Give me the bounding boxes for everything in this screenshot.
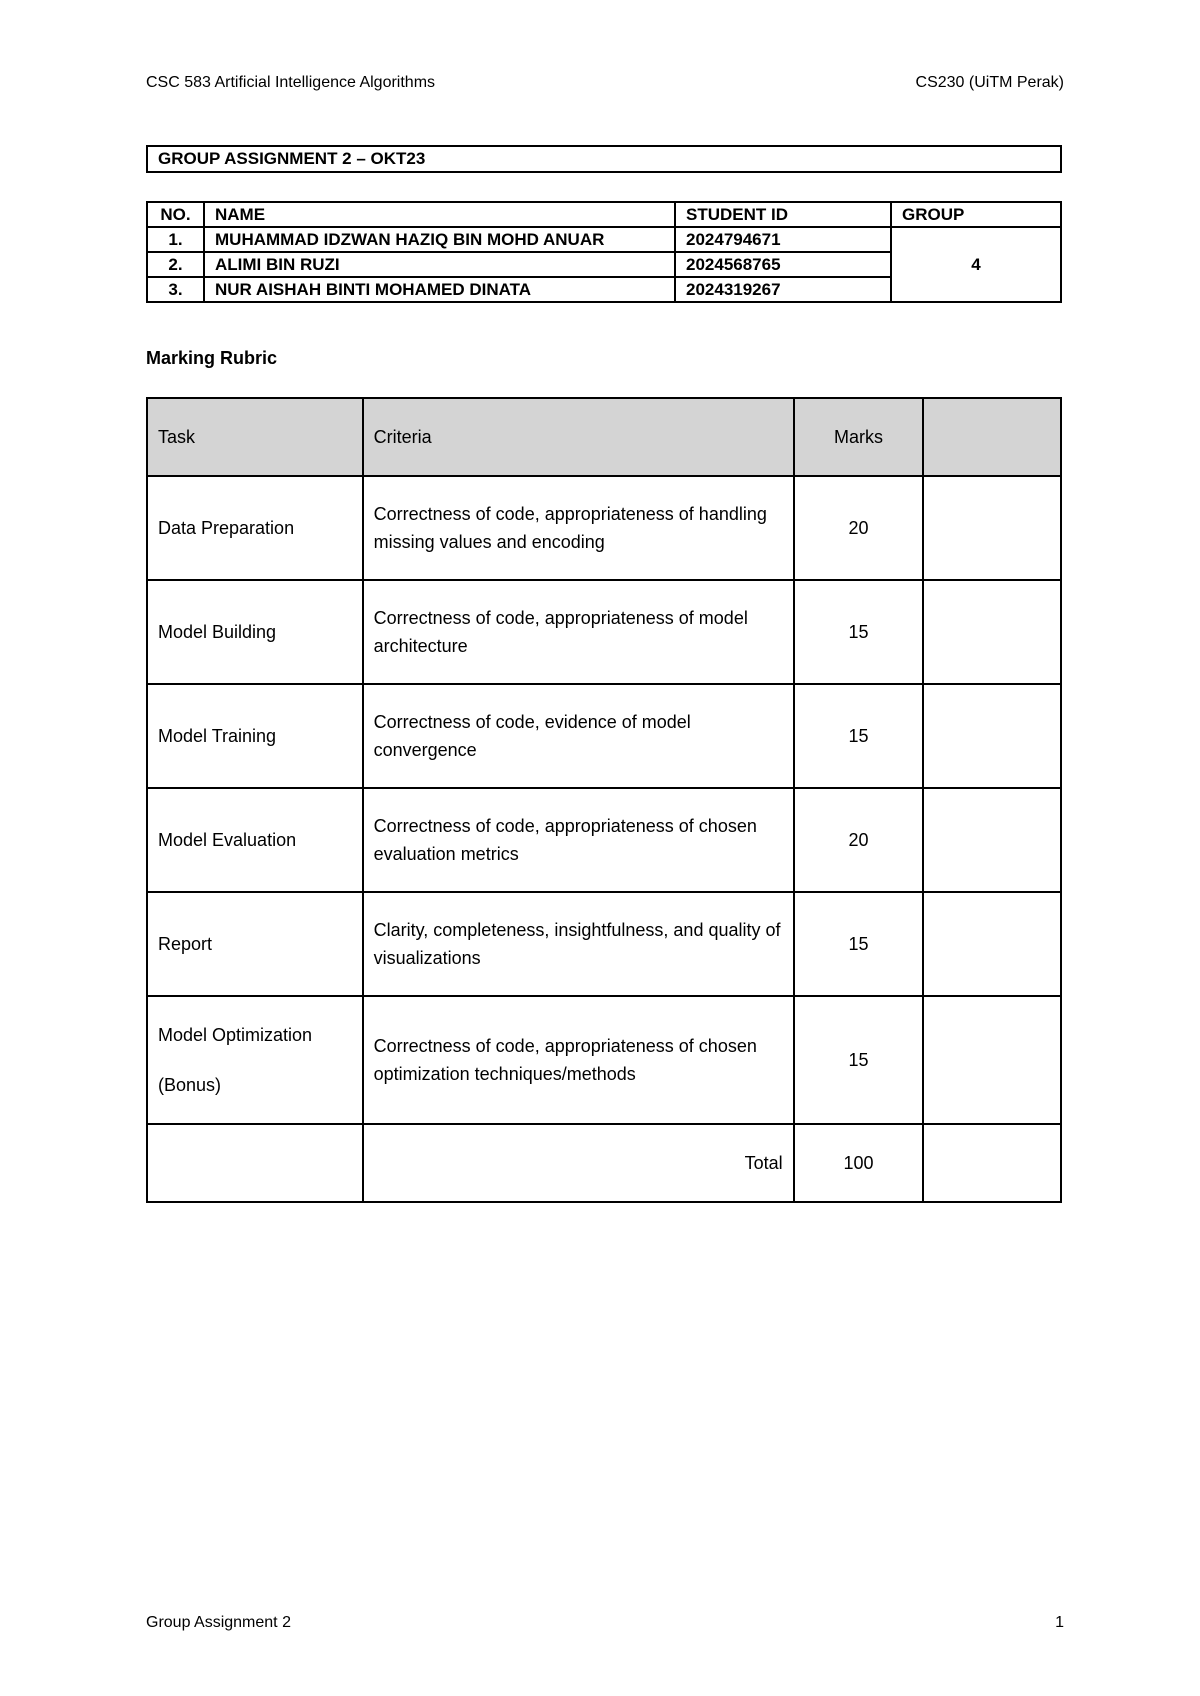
table-row — [147, 476, 1061, 580]
col-no: NO. — [147, 202, 204, 227]
rubric-task-note: (Bonus) — [158, 1075, 222, 1095]
table-row — [147, 227, 1061, 252]
rubric-score-cell — [923, 892, 1061, 996]
members-table — [146, 201, 1062, 303]
rubric-score-cell — [923, 580, 1061, 684]
rubric-task: Model Building — [147, 580, 363, 684]
assignment-title: GROUP ASSIGNMENT 2 – OKT23 — [146, 145, 1062, 173]
rubric-task: Model Optimization — [158, 1025, 313, 1045]
rubric-marks: 15 — [794, 996, 924, 1124]
table-row — [147, 580, 1061, 684]
group-number: 4 — [891, 227, 1061, 302]
col-group: GROUP — [891, 202, 1061, 227]
total-label: Total — [363, 1124, 794, 1202]
members-header-row — [147, 202, 1061, 227]
rubric-criteria: Correctness of code, evidence of model convergence — [363, 684, 794, 788]
table-row — [147, 788, 1061, 892]
rubric-marks: 15 — [794, 892, 924, 996]
rubric-table — [146, 397, 1062, 1203]
member-name: MUHAMMAD IDZWAN HAZIQ BIN MOHD ANUAR — [204, 227, 675, 252]
member-no: 2. — [147, 252, 204, 277]
rubric-criteria: Correctness of code, appropriateness of chosen optimization techniques/methods — [363, 996, 794, 1124]
rubric-header-row — [147, 398, 1061, 476]
member-no: 3. — [147, 277, 204, 302]
rubric-task: Model Training — [147, 684, 363, 788]
footer-label: Group Assignment 2 — [146, 1614, 291, 1631]
header-program: CS230 (UiTM Perak) — [915, 74, 1064, 91]
col-name: NAME — [204, 202, 675, 227]
col-task: Task — [147, 398, 363, 476]
col-criteria: Criteria — [363, 398, 794, 476]
rubric-score-cell — [923, 1124, 1061, 1202]
table-row — [147, 684, 1061, 788]
rubric-marks: 15 — [794, 580, 924, 684]
rubric-score-cell — [923, 996, 1061, 1124]
spacer — [158, 1049, 352, 1071]
total-marks: 100 — [794, 1124, 924, 1202]
rubric-heading: Marking Rubric — [146, 348, 278, 368]
table-row — [147, 996, 1061, 1124]
rubric-criteria: Correctness of code, appropriateness of handling missing values and encoding — [363, 476, 794, 580]
rubric-score-cell — [923, 476, 1061, 580]
rubric-task: Model Evaluation — [147, 788, 363, 892]
col-score — [923, 398, 1061, 476]
rubric-criteria: Correctness of code, appropriateness of chosen evaluation metrics — [363, 788, 794, 892]
rubric-marks: 15 — [794, 684, 924, 788]
rubric-blank-cell — [147, 1124, 363, 1202]
table-row — [147, 892, 1061, 996]
rubric-score-cell — [923, 684, 1061, 788]
rubric-marks: 20 — [794, 476, 924, 580]
member-name: ALIMI BIN RUZI — [204, 252, 675, 277]
rubric-criteria: Clarity, completeness, insightfulness, and quality of visualizations — [363, 892, 794, 996]
rubric-score-cell — [923, 788, 1061, 892]
col-marks: Marks — [794, 398, 924, 476]
rubric-criteria: Correctness of code, appropriateness of model architecture — [363, 580, 794, 684]
col-student-id: STUDENT ID — [675, 202, 891, 227]
rubric-task: Report — [147, 892, 363, 996]
member-no: 1. — [147, 227, 204, 252]
header-course: CSC 583 Artificial Intelligence Algorithms — [146, 74, 436, 91]
member-id: 2024319267 — [675, 277, 891, 302]
member-id: 2024568765 — [675, 252, 891, 277]
member-id: 2024794671 — [675, 227, 891, 252]
rubric-total-row — [147, 1124, 1061, 1202]
member-name: NUR AISHAH BINTI MOHAMED DINATA — [204, 277, 675, 302]
rubric-task-cell — [147, 996, 363, 1124]
rubric-marks: 20 — [794, 788, 924, 892]
page-number: 1 — [1055, 1614, 1064, 1631]
rubric-task: Data Preparation — [147, 476, 363, 580]
